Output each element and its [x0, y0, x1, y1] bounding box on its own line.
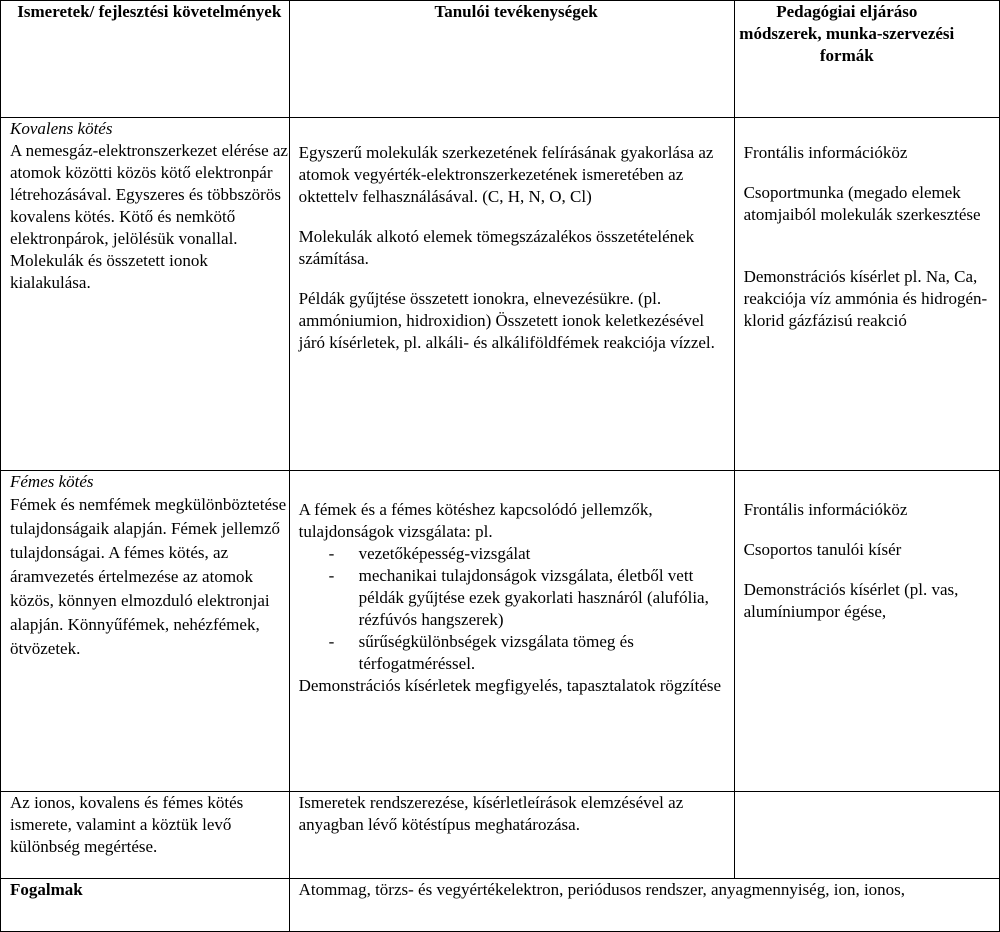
- row2-col1: [1, 471, 290, 792]
- method-paragraph: Csoportmunka (megado elemek atomjaiból molekulák szerkesztése: [743, 183, 981, 224]
- activity-paragraph: Molekulák alkotó elemek tömegszázalékos összetételének számítása.: [298, 227, 695, 268]
- row3-col1: Az ionos, kovalens és fémes kötés ismerete, valamint a köztük levő különbség megértése.: [1, 792, 290, 879]
- topic-title: Kovalens kötés: [10, 119, 113, 138]
- list-item: - mechanikai tulajdonságok vizsgálata, életből vett példák gyűjtése ezek gyakorlati hasznáról (alufólia, rézfúvós hangszerek): [299, 565, 734, 631]
- row1-col3: [734, 118, 999, 471]
- row-fogalmak: [1, 879, 1000, 932]
- method-paragraph: Demonstrációs kísérlet pl. Na, Ca, reakciója víz ammónia és hidrogén-klorid gázfázisú reakció: [743, 267, 988, 330]
- method-paragraph: Demonstrációs kísérlet (pl. vas, alumíniumpor égése,: [743, 580, 959, 621]
- row2-col2: [289, 471, 734, 792]
- row2-col3: [734, 471, 999, 792]
- row-femes: [1, 471, 1000, 792]
- topic-title: Fémes kötés: [10, 472, 94, 491]
- row3-col3: [734, 792, 999, 879]
- fogalmak-label: Fogalmak: [1, 879, 290, 932]
- activity-paragraph: Egyszerű molekulák szerkezetének felírásának gyakorlása az atomok vegyérték-elektronszerkezetének ismeretében az oktettelv felhasználásával. (C, H, N, O, Cl): [298, 143, 714, 206]
- method-paragraph: Frontális információköz: [743, 500, 908, 519]
- row3-col2: Ismeretek rendszerezése, kísérletleírások elemzésével az anyagban lévő kötéstípus meghatározása.: [289, 792, 734, 879]
- list-item: - vezetőképesség-vizsgálat: [299, 543, 734, 565]
- row-summary: [1, 792, 1000, 879]
- header-col3: Pedagógiai eljáráso módszerek, munka-szervezési formák: [734, 1, 999, 118]
- activity-outro: Demonstrációs kísérletek megfigyelés, tapasztalatok rögzítése: [298, 676, 722, 695]
- requirement-text: A nemesgáz-elektronszerkezet elérése az atomok közötti közös kötő elektronpár létrehozásával. Egyszeres és többszörös kovalens kötés. Kötő és nemkötő elektronpárok, jelölésük vonallal. Molekulák és összetett ionok kialakulása.: [10, 141, 288, 292]
- list-item: - sűrűségkülönbségek vizsgálata tömeg és térfogatméréssel.: [299, 631, 734, 675]
- activity-intro: A fémek és a fémes kötéshez kapcsolódó jellemzők, tulajdonságok vizsgálata: pl.: [298, 500, 653, 541]
- row-kovalens: [1, 118, 1000, 471]
- activity-paragraph: Példák gyűjtése összetett ionokra, elnevezésükre. (pl. ammóniumion, hidroxidion) Összetett ionok keletkezésével járó kísérletek, pl. alkáli- és alkáliföldfémek reakciója vízzel.: [298, 289, 715, 352]
- method-paragraph: Frontális információköz: [743, 143, 908, 162]
- row1-col2: [289, 118, 734, 471]
- method-paragraph: Csoportos tanulói kísér: [743, 540, 902, 559]
- activity-list: [299, 543, 734, 675]
- row1-col1: [1, 118, 290, 471]
- header-row: [1, 1, 1000, 118]
- header-col1: Ismeretek/ fejlesztési követelmények: [1, 1, 290, 118]
- header-col2: Tanulói tevékenységek: [289, 1, 734, 118]
- fogalmak-text: Atommag, törzs- és vegyértékelektron, periódusos rendszer, anyagmennyiség, ion, ionos,: [289, 879, 999, 932]
- requirement-text: Fémek és nemfémek megkülönböztetése tulajdonságaik alapján. Fémek jellemző tulajdonságai. A fémes kötés, az áramvezetés értelmezése az atomok közös, könnyen elmozduló elektronjai alapján. Könnyűfémek, nehézfémek, ötvözetek.: [10, 495, 287, 658]
